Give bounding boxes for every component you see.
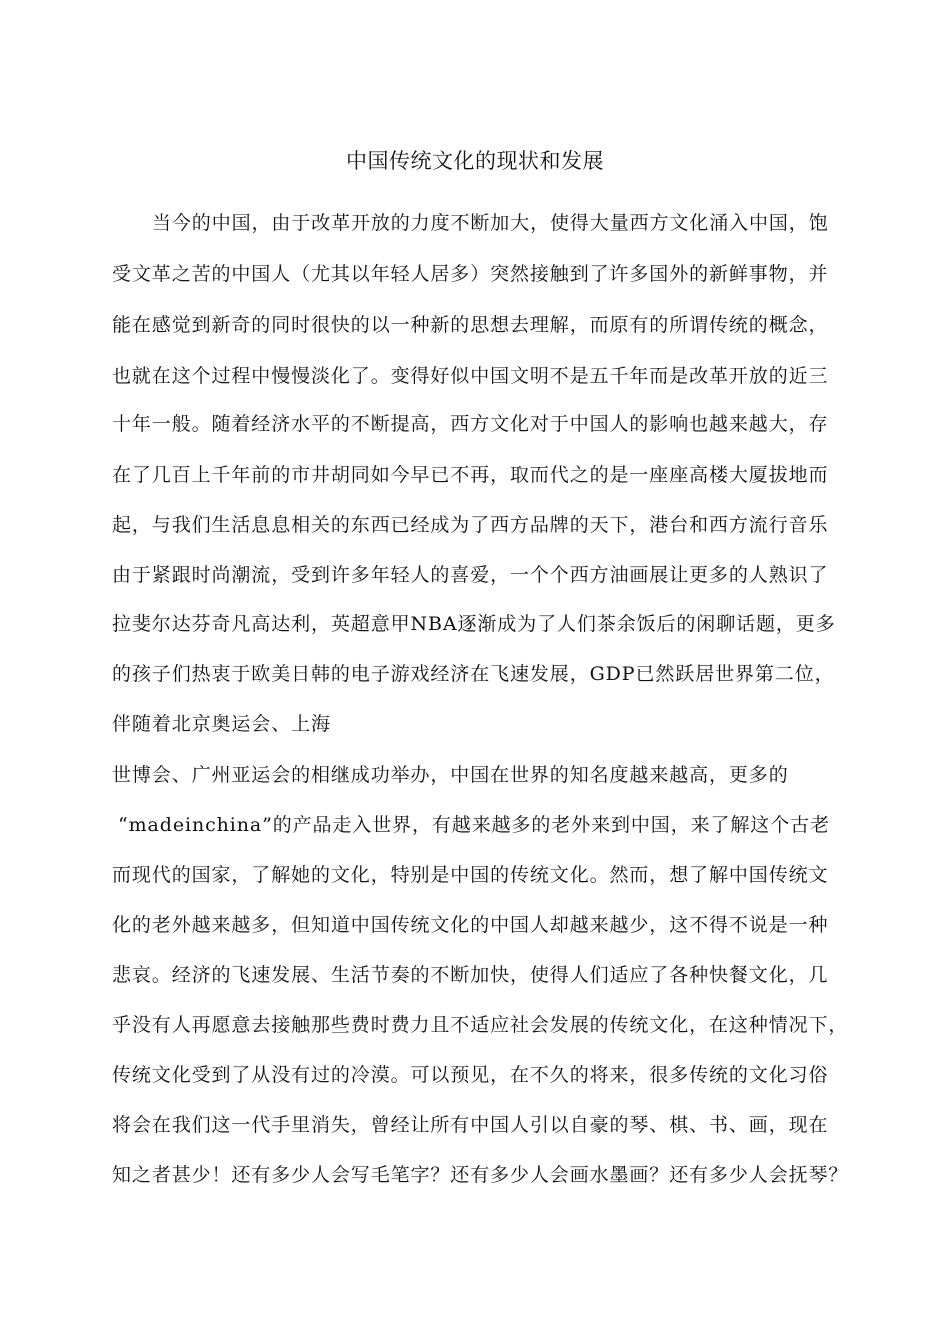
- paragraph-line: 世博会、广州亚运会的相继成功举办，中国在世界的知名度越来越高，更多的: [112, 764, 789, 786]
- paragraph-line: 受文革之苦的中国人（尤其以年轻人居多）突然接触到了许多国外的新鲜事物，并: [112, 263, 829, 285]
- paragraph-line: 知之者甚少！还有多少人会写毛笔字？还有多少人会画水墨画？还有多少人会抚琴？: [112, 1164, 849, 1186]
- paragraph-line: “madeinchina”的产品走入世界，有越来越多的老外来到中国，来了解这个古老: [118, 814, 830, 836]
- paragraph-line: 悲哀。经济的飞速发展、生活节奏的不断加快，使得人们适应了各种快餐文化，几: [112, 964, 829, 986]
- paragraph-line: 十年一般。随着经济水平的不断提高，西方文化对于中国人的影响也越来越大，存: [112, 413, 829, 435]
- paragraph-line: 由于紧跟时尚潮流，受到许多年轻人的喜爱，一个个西方油画展让更多的人熟识了: [112, 564, 829, 586]
- paragraph-line: 拉斐尔达芬奇凡高达利，英超意甲NBA逐渐成为了人们茶余饭后的闲聊话题，更多: [112, 613, 836, 635]
- paragraph-line: 化的老外越来越多，但知道中国传统文化的中国人却越来越少，这不得不说是一种: [112, 914, 829, 936]
- paragraph-line: 在了几百上千年前的市井胡同如今早已不再，取而代之的是一座座高楼大厦拔地而: [112, 464, 829, 486]
- paragraph-line: 而现代的国家，了解她的文化，特别是中国的传统文化。然而，想了解中国传统文: [112, 864, 829, 886]
- paragraph-line: 的孩子们热衷于欧美日韩的电子游戏经济在飞速发展，GDP已然跃居世界第二位，: [112, 663, 835, 685]
- paragraph-line: 传统文化受到了从没有过的冷漠。可以预见，在不久的将来，很多传统的文化习俗: [112, 1064, 829, 1086]
- paragraph-line: 起，与我们生活息息相关的东西已经成为了西方品牌的天下，港台和西方流行音乐: [112, 514, 829, 536]
- paragraph-line: 将会在我们这一代手里消失，曾经让所有中国人引以自豪的琴、棋、书、画，现在: [112, 1114, 829, 1136]
- paragraph-line: 也就在这个过程中慢慢淡化了。变得好似中国文明不是五千年而是改革开放的近三: [112, 365, 829, 387]
- document-title: 中国传统文化的现状和发展: [346, 149, 604, 173]
- paragraph-line: 能在感觉到新奇的同时很快的以一种新的思想去理解，而原有的所谓传统的概念，: [112, 314, 829, 336]
- paragraph-line: 伴随着北京奥运会、上海: [112, 713, 331, 735]
- paragraph-line: 当今的中国，由于改革开放的力度不断加大，使得大量西方文化涌入中国，饱: [152, 212, 829, 234]
- paragraph-line: 乎没有人再愿意去接触那些费时费力且不适应社会发展的传统文化，在这种情况下，: [112, 1014, 849, 1036]
